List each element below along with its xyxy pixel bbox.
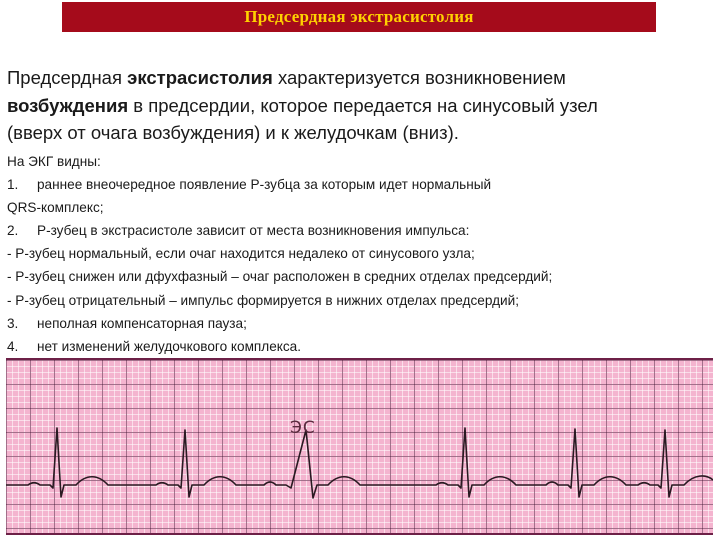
list-item — [7, 335, 713, 358]
list-heading: На ЭКГ видны: — [7, 154, 101, 169]
intro-text: Предсердная — [7, 67, 128, 88]
list-item-text: нет изменений желудочкового комплекса. — [37, 338, 302, 354]
list-item-text: P-зубец в экстрасистоле зависит от места возникновения импульса: — [37, 223, 470, 239]
intro-line-1 — [7, 64, 707, 92]
slide-title: Предсердная экстрасистолия — [244, 7, 474, 26]
intro-paragraph — [7, 64, 707, 147]
list-number: 3. — [7, 315, 19, 331]
intro-line-2 — [7, 92, 707, 120]
list-subitem: - P-зубец нормальный, если очаг находится недалеко от синусового узла; — [7, 246, 475, 262]
intro-text: в предсердии, которое передается на синусовый узел — [128, 94, 598, 116]
title-banner — [62, 2, 656, 32]
list-number: 4. — [7, 338, 19, 354]
list-item-text: раннее внеочередное появление P-зубца за которым идет нормальный — [37, 177, 492, 193]
list-item — [7, 312, 713, 335]
ecg-strip — [6, 358, 713, 535]
list-item — [7, 173, 713, 196]
ecg-extrasystole-label: ЭС — [290, 418, 316, 438]
ecg-trace — [6, 428, 713, 498]
list-subitem: - P-зубец отрицательный – импульс формируется в нижних отделах предсердий; — [7, 292, 519, 308]
ecg-trace-graphic — [6, 360, 713, 535]
intro-bold-term: возбуждения — [7, 94, 129, 116]
intro-text: характеризуется возникновением — [272, 67, 566, 88]
list-subitem: - P-зубец снижен или дфухфазный – очаг расположен в средних отделах предсердий; — [7, 269, 553, 285]
intro-line-3 — [7, 119, 707, 147]
intro-bold-term: экстрасистолия — [127, 67, 273, 88]
list-item-text: неполная компенсаторная пауза; — [37, 315, 247, 331]
list-number: 1. — [7, 177, 19, 193]
list-item-continuation: QRS-комплекс; — [7, 200, 104, 216]
list-item — [7, 219, 713, 242]
list-number: 2. — [7, 223, 19, 239]
ecg-signs-list — [7, 150, 713, 358]
intro-text: (вверх от очага возбуждения) и к желудочкам (вниз). — [7, 122, 459, 143]
